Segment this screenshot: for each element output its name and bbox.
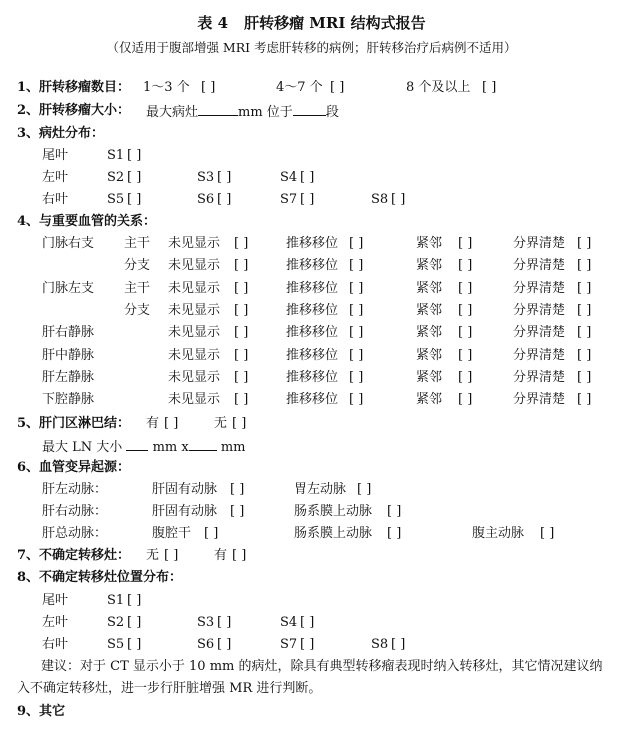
checkbox[interactable]: [ ]: [577, 347, 592, 363]
checkbox[interactable]: [ ]: [458, 325, 473, 341]
checkbox[interactable]: [ ]: [234, 258, 249, 274]
option-label: 分界清楚: [513, 236, 566, 251]
section-label: 8、不确定转移灶位置分布：: [17, 570, 183, 585]
report-page: 表 4 肝转移瘤 MRI 结构式报告 （仅适用于腹部增强 MRI 考虑肝转移的病例；肝转移治疗后病例不适用） 1、肝转移瘤数目： 1～3 个 [ ] 4～7 个 [ ] 8 个及以上 [ ] 2、肝转移瘤大小： 最大病灶 mm 位于 段 3、病灶分布： 尾叶 S1 [ ] 左叶 S2 [ ] S3 [ ] S4 [ ] 右叶 S5 [ ] S6 [ ] S7 [ ] S8 [ ] 4、与重要血管的关系： 门脉右支 主干 未见显示 [ ] 推移移位 [ ] 紧邻 [ ] 分界清楚 [ ] 分支 未见显示 [ ] 推移移位 [ ] 紧邻 [ ] 分界清楚 [ ] 门脉左支 主干 未见显示 [ ] 推移移位 [ ] 紧邻 [ ] 分界清楚 [ ] 分支 未见显示 [ ] 推移移位 [ ] 紧邻 [ ] 分界清楚 [ ] 肝右静脉 未见显示 [ ] 推移移位 [ ] 紧邻 [ ] 分界清楚 [ ] 肝中静脉 未见显示 [ ] 推移移位 [ ] 紧邻 [ ] 分界清楚 [ ] 肝左静脉 未见显示 [ ] 推移移位 [ ] 紧邻 [ ] 分界清楚 [ ] 下腔静脉 未见显示 [ ] 推移移位 [ ] 紧邻 [ ] 分界清楚 [ ] 5、肝门区淋巴结： 有 [ ] 无 [ ] 最大 LN 大小 mm x mm 6、血管变异起源： 肝左动脉： 肝固有动脉 [ ] 胃左动脉 [ ] 肝右动脉： 肝固有动脉 [ ] 肠系膜上动脉 [ ] 肝总动脉： 腹腔干 [ ] 肠系膜上动脉 [ ] 腹主动脉 [ ] 7、不确定转移灶： 无 [ ] 有 [ ] 8、不确定转移灶位置分布： 尾叶 S1 [ ] 左叶 S2 [ ] S3 [ ] S4 [ ] 右叶 S5 [ ] S6 [ ] S7 [ ] S8 [ ] 建议：对于 CT 显示小于 10 mm 的病灶，除具有典型转移瘤表现时纳入转移灶，其它情况建议纳入不确定转移灶，进一步行肝脏增强 MR 进行判断。 9、其它: [0, 0, 623, 729]
title-text: 肝转移瘤 MRI 结构式报告: [244, 14, 426, 32]
section-label: 1、肝转移瘤数目：: [17, 80, 131, 95]
checkbox[interactable]: [ ]: [330, 80, 345, 95]
option-label: 未见显示: [168, 325, 221, 341]
checkbox[interactable]: [ ]: [232, 548, 247, 563]
checkbox[interactable]: [ ]: [349, 347, 364, 363]
report-title: [0, 12, 623, 33]
option-label: 未见显示: [168, 302, 221, 318]
section-label: 5、肝门区淋巴结：: [17, 416, 131, 431]
checkbox[interactable]: [ ]: [349, 325, 364, 341]
option-label: 紧邻: [416, 258, 443, 274]
option-label: 紧邻: [416, 302, 443, 318]
checkbox[interactable]: [ ]: [234, 392, 249, 408]
section-label: 7、不确定转移灶：: [17, 548, 131, 563]
section-label: 9、其它: [17, 704, 66, 719]
option-label: 分界清楚: [513, 302, 566, 318]
checkbox[interactable]: [ ]: [127, 637, 142, 652]
vessel-name: 肝右静脉: [42, 325, 95, 341]
checkbox[interactable]: [ ]: [234, 347, 249, 363]
checkbox[interactable]: [ ]: [127, 192, 142, 207]
branch-name: 分支: [124, 258, 151, 274]
checkbox[interactable]: [ ]: [349, 369, 364, 385]
option-label: 推移移位: [286, 302, 339, 318]
advice-paragraph: 建议：对于 CT 显示小于 10 mm 的病灶，除具有典型转移瘤表现时纳入转移灶，其它情况建议纳入不确定转移灶，进一步行肝脏增强 MR 进行判断。: [17, 659, 603, 696]
checkbox[interactable]: [ ]: [458, 392, 473, 408]
checkbox[interactable]: [ ]: [349, 280, 364, 296]
checkbox[interactable]: [ ]: [127, 593, 142, 608]
checkbox[interactable]: [ ]: [234, 369, 249, 385]
option-label: 紧邻: [416, 369, 443, 385]
checkbox[interactable]: [ ]: [349, 258, 364, 274]
option-label: 未见显示: [168, 258, 221, 274]
branch-name: 主干: [124, 280, 151, 296]
checkbox[interactable]: [ ]: [577, 369, 592, 385]
checkbox[interactable]: [ ]: [391, 192, 406, 207]
option-label: 分界清楚: [513, 280, 566, 296]
option-label: 推移移位: [286, 258, 339, 274]
checkbox[interactable]: [ ]: [127, 615, 142, 630]
checkbox[interactable]: [ ]: [230, 504, 245, 519]
vessel-name: 门脉左支: [42, 280, 95, 296]
option-label: 紧邻: [416, 280, 443, 296]
option-label: 紧邻: [416, 325, 443, 341]
section-label: 2、肝转移瘤大小：: [17, 103, 131, 118]
segment-input[interactable]: [293, 101, 326, 116]
checkbox[interactable]: [ ]: [234, 280, 249, 296]
option-label: 推移移位: [286, 236, 339, 251]
checkbox[interactable]: [ ]: [217, 170, 232, 185]
option-label: 紧邻: [416, 347, 443, 363]
checkbox[interactable]: [ ]: [234, 302, 249, 318]
checkbox[interactable]: [ ]: [577, 258, 592, 274]
option-label: 推移移位: [286, 369, 339, 385]
option-label: 分界清楚: [513, 347, 566, 363]
checkbox[interactable]: [ ]: [349, 392, 364, 408]
vessel-name: 肝中静脉: [42, 347, 95, 363]
option-label: 1～3 个: [143, 80, 190, 95]
option-label: 推移移位: [286, 392, 339, 408]
option-label: 未见显示: [168, 236, 221, 251]
vessel-name: 门脉右支: [42, 236, 95, 251]
section-label: 4、与重要血管的关系：: [17, 214, 157, 229]
branch-name: 分支: [124, 302, 151, 318]
option-label: 8 个及以上: [406, 80, 471, 95]
size-input[interactable]: [198, 101, 238, 116]
checkbox[interactable]: [ ]: [164, 416, 179, 431]
checkbox[interactable]: [ ]: [540, 526, 555, 541]
checkbox[interactable]: [ ]: [577, 302, 592, 318]
checkbox[interactable]: [ ]: [127, 148, 142, 163]
section-label: 3、病灶分布：: [17, 126, 105, 141]
option-label: 未见显示: [168, 392, 221, 408]
checkbox[interactable]: [ ]: [204, 526, 219, 541]
checkbox[interactable]: [ ]: [300, 637, 315, 652]
option-label: 推移移位: [286, 325, 339, 341]
size-fields: 最大病灶 mm 位于 段: [146, 101, 339, 123]
option-label: 未见显示: [168, 369, 221, 385]
table-number: 表 4: [197, 14, 229, 32]
option-label: 推移移位: [286, 280, 339, 296]
checkbox[interactable]: [ ]: [300, 170, 315, 185]
checkbox[interactable]: [ ]: [577, 280, 592, 296]
checkbox[interactable]: [ ]: [577, 392, 592, 408]
branch-name: 主干: [124, 236, 151, 251]
option-label: 未见显示: [168, 347, 221, 363]
checkbox[interactable]: [ ]: [482, 80, 497, 95]
checkbox[interactable]: [ ]: [458, 236, 473, 251]
option-label: 分界清楚: [513, 325, 566, 341]
ln-size-input-1[interactable]: [126, 436, 148, 451]
vessel-name: 肝左静脉: [42, 369, 95, 385]
checkbox[interactable]: [ ]: [234, 325, 249, 341]
checkbox[interactable]: [ ]: [458, 369, 473, 385]
option-label: 推移移位: [286, 347, 339, 363]
ln-size-input-2[interactable]: [189, 436, 217, 451]
checkbox[interactable]: [ ]: [234, 236, 249, 251]
checkbox[interactable]: [ ]: [300, 615, 315, 630]
checkbox[interactable]: [ ]: [127, 170, 142, 185]
checkbox[interactable]: [ ]: [577, 236, 592, 251]
checkbox[interactable]: [ ]: [300, 192, 315, 207]
report-subtitle: （仅适用于腹部增强 MRI 考虑肝转移的病例；肝转移治疗后病例不适用）: [106, 40, 517, 55]
checkbox[interactable]: [ ]: [349, 302, 364, 318]
checkbox[interactable]: [ ]: [458, 280, 473, 296]
option-label: 未见显示: [168, 280, 221, 296]
checkbox[interactable]: [ ]: [201, 80, 216, 95]
option-label: 4～7 个: [276, 80, 323, 95]
checkbox[interactable]: [ ]: [349, 236, 364, 251]
checkbox[interactable]: [ ]: [387, 504, 402, 519]
checkbox[interactable]: [ ]: [458, 347, 473, 363]
checkbox[interactable]: [ ]: [217, 192, 232, 207]
option-label: 紧邻: [416, 236, 443, 251]
checkbox[interactable]: [ ]: [217, 615, 232, 630]
checkbox[interactable]: [ ]: [387, 526, 402, 541]
option-label: 分界清楚: [513, 392, 566, 408]
checkbox[interactable]: [ ]: [217, 637, 232, 652]
checkbox[interactable]: [ ]: [577, 325, 592, 341]
option-label: 分界清楚: [513, 369, 566, 385]
checkbox[interactable]: [ ]: [458, 258, 473, 274]
checkbox[interactable]: [ ]: [232, 416, 247, 431]
section-label: 6、血管变异起源：: [17, 460, 131, 475]
vessel-name: 下腔静脉: [42, 392, 95, 408]
checkbox[interactable]: [ ]: [357, 482, 372, 497]
checkbox[interactable]: [ ]: [458, 302, 473, 318]
checkbox[interactable]: [ ]: [391, 637, 406, 652]
checkbox[interactable]: [ ]: [230, 482, 245, 497]
option-label: 紧邻: [416, 392, 443, 408]
checkbox[interactable]: [ ]: [164, 548, 179, 563]
option-label: 分界清楚: [513, 258, 566, 274]
